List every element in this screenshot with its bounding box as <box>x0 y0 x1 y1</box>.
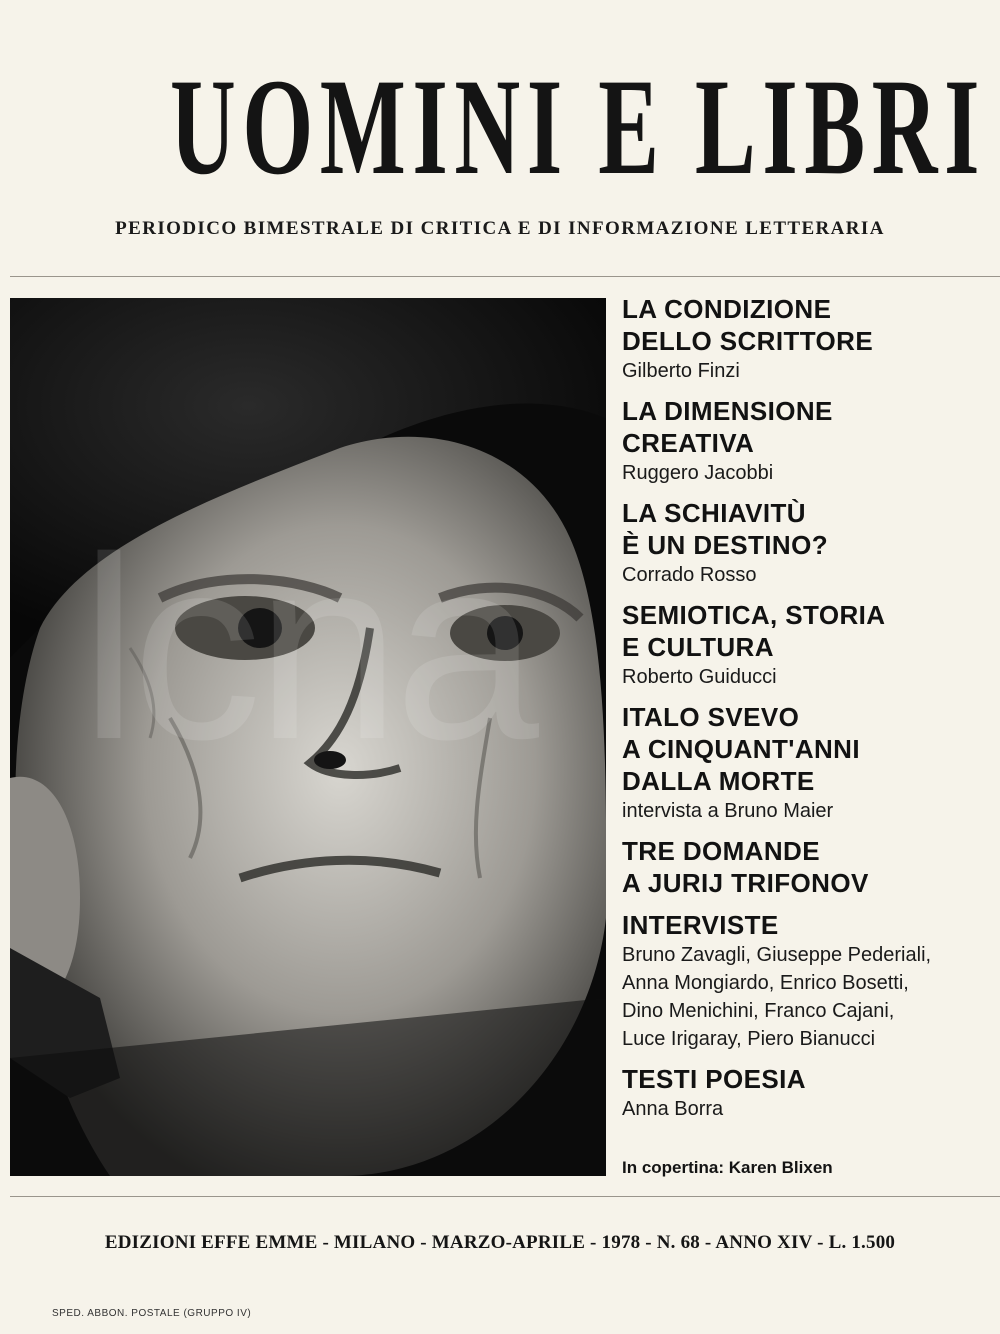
toc-item <box>622 701 992 825</box>
cover-portrait-photo <box>10 298 606 1176</box>
toc-item <box>622 497 992 589</box>
toc-author: Roberto Guiducci <box>622 666 777 688</box>
bottom-divider <box>10 1196 1000 1197</box>
toc-item <box>622 909 992 1053</box>
toc-item <box>622 835 992 899</box>
toc-title: LA CONDIZIONE DELLO SCRITTORE <box>622 294 874 356</box>
toc-title: INTERVISTE <box>622 910 779 940</box>
toc-item <box>622 293 992 385</box>
toc-title: LA DIMENSIONE CREATIVA <box>622 396 833 458</box>
publication-info: EDIZIONI EFFE EMME - MILANO - MARZO-APRILE - 1978 - N. 68 - ANNO XIV - L. 1.500 <box>104 1232 896 1253</box>
toc-author: Gilberto Finzi <box>622 360 740 382</box>
magazine-subtitle: PERIODICO BIMESTRALE DI CRITICA E DI INFORMAZIONE LETTERARIA <box>115 218 885 239</box>
toc-item <box>622 599 992 691</box>
toc-item <box>622 1063 992 1123</box>
postal-notice: SPED. ABBON. POSTALE (GRUPPO IV) <box>52 1308 252 1319</box>
magazine-title: UOMINI E LIBRI <box>170 50 987 203</box>
toc-title: LA SCHIAVITÙ È UN DESTINO? <box>622 498 828 560</box>
portrait-illustration <box>10 298 606 1176</box>
cover-credit: In copertina: Karen Blixen <box>622 1158 833 1177</box>
toc-author: intervista a Bruno Maier <box>622 800 834 822</box>
toc-item <box>622 395 992 487</box>
toc-title: SEMIOTICA, STORIA E CULTURA <box>622 600 886 662</box>
toc-author: Corrado Rosso <box>622 564 757 586</box>
top-divider <box>10 276 1000 277</box>
toc-author: Anna Borra <box>622 1098 724 1120</box>
toc-title: ITALO SVEVO A CINQUANT'ANNI DALLA MORTE <box>622 702 860 796</box>
toc-title: TESTI POESIA <box>622 1064 806 1094</box>
table-of-contents <box>622 293 992 1133</box>
toc-title: TRE DOMANDE A JURIJ TRIFONOV <box>622 836 869 898</box>
toc-author: Ruggero Jacobbi <box>622 462 774 484</box>
toc-author: Bruno Zavagli, Giuseppe Pederiali, Anna Mongiardo, Enrico Bosetti, Dino Menichini, Franco Cajani, Luce Irigaray, Piero Bianucci <box>622 944 932 1050</box>
